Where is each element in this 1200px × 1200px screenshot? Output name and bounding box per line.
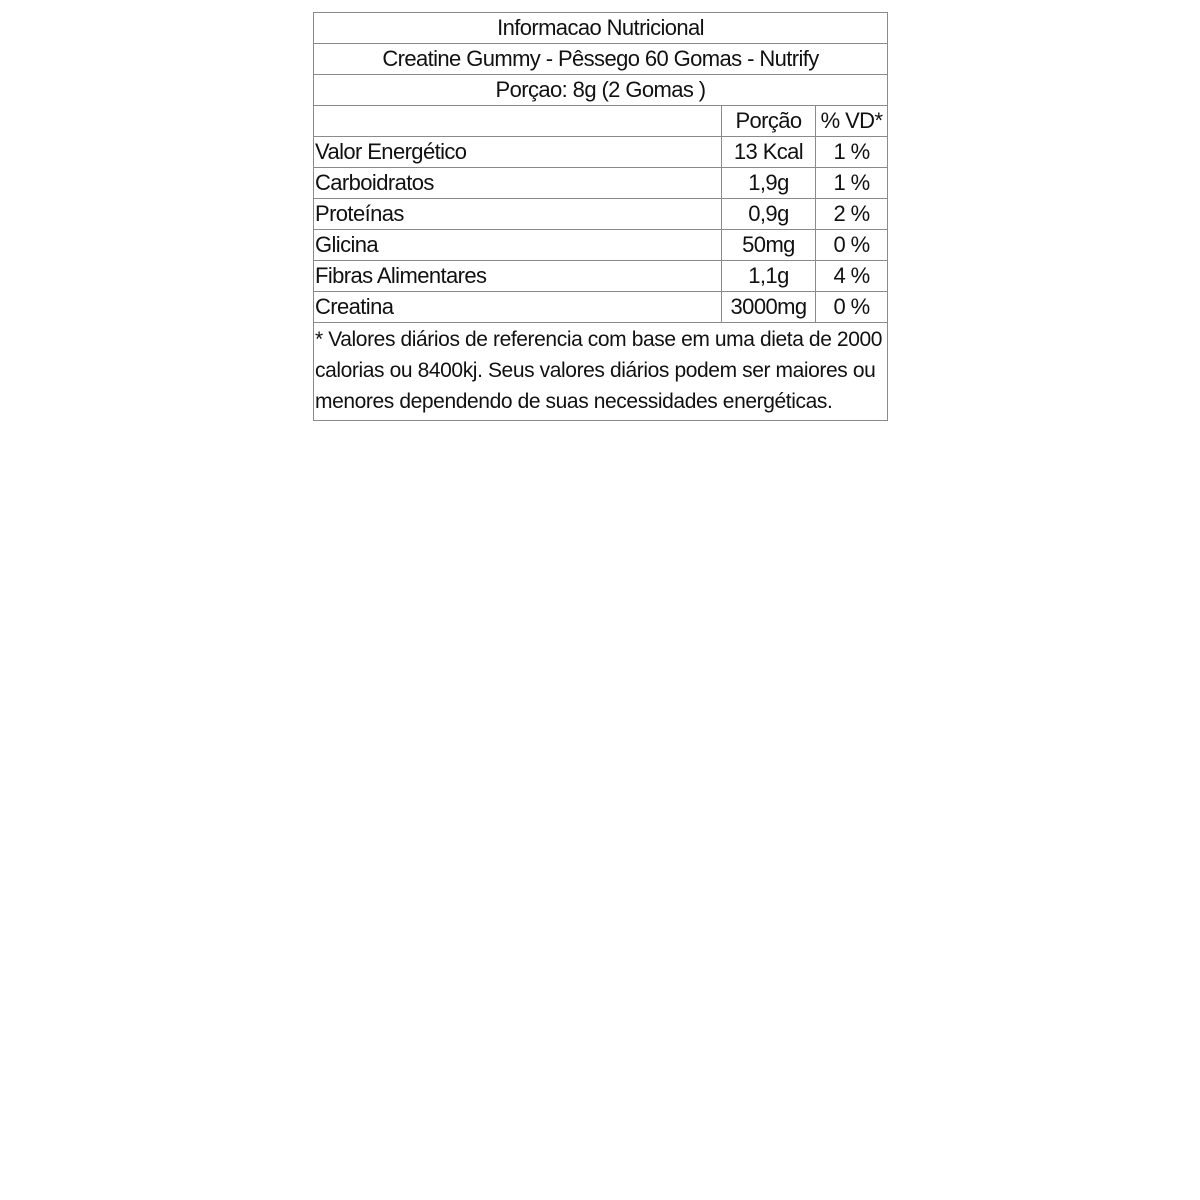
product-name: Creatine Gummy - Pêssego 60 Gomas - Nutrify <box>314 44 888 75</box>
nutrient-portion: 50mg <box>722 230 816 261</box>
nutrient-row <box>314 261 888 292</box>
nutrient-name: Proteínas <box>314 199 722 230</box>
nutrient-name: Fibras Alimentares <box>314 261 722 292</box>
nutrition-facts-table <box>313 12 888 421</box>
nutrient-portion: 13 Kcal <box>722 137 816 168</box>
serving-row <box>314 75 888 106</box>
nutrient-daily-value: 1 % <box>816 137 888 168</box>
header-blank-cell <box>314 106 722 137</box>
nutrient-name: Valor Energético <box>314 137 722 168</box>
nutrient-name: Carboidratos <box>314 168 722 199</box>
daily-value-column-header: % VD* <box>816 106 888 137</box>
nutrient-row <box>314 168 888 199</box>
product-row <box>314 44 888 75</box>
nutrient-row <box>314 292 888 323</box>
nutrient-portion: 0,9g <box>722 199 816 230</box>
nutrient-portion: 1,1g <box>722 261 816 292</box>
nutrient-row <box>314 199 888 230</box>
table-title: Informacao Nutricional <box>314 13 888 44</box>
header-row <box>314 106 888 137</box>
title-row <box>314 13 888 44</box>
nutrient-daily-value: 0 % <box>816 292 888 323</box>
nutrient-portion: 1,9g <box>722 168 816 199</box>
nutrient-daily-value: 1 % <box>816 168 888 199</box>
nutrient-daily-value: 4 % <box>816 261 888 292</box>
nutrient-name: Glicina <box>314 230 722 261</box>
nutrient-row <box>314 137 888 168</box>
serving-size: Porçao: 8g (2 Gomas ) <box>314 75 888 106</box>
daily-value-footnote: * Valores diários de referencia com base em uma dieta de 2000 calorias ou 8400kj. Seus valores diários podem ser maiores ou menores dependendo de suas necessidades energéticas. <box>314 323 888 421</box>
nutrient-portion: 3000mg <box>722 292 816 323</box>
nutrient-row <box>314 230 888 261</box>
nutrient-daily-value: 0 % <box>816 230 888 261</box>
nutrient-name: Creatina <box>314 292 722 323</box>
nutrient-daily-value: 2 % <box>816 199 888 230</box>
portion-column-header: Porção <box>722 106 816 137</box>
footnote-row <box>314 323 888 421</box>
